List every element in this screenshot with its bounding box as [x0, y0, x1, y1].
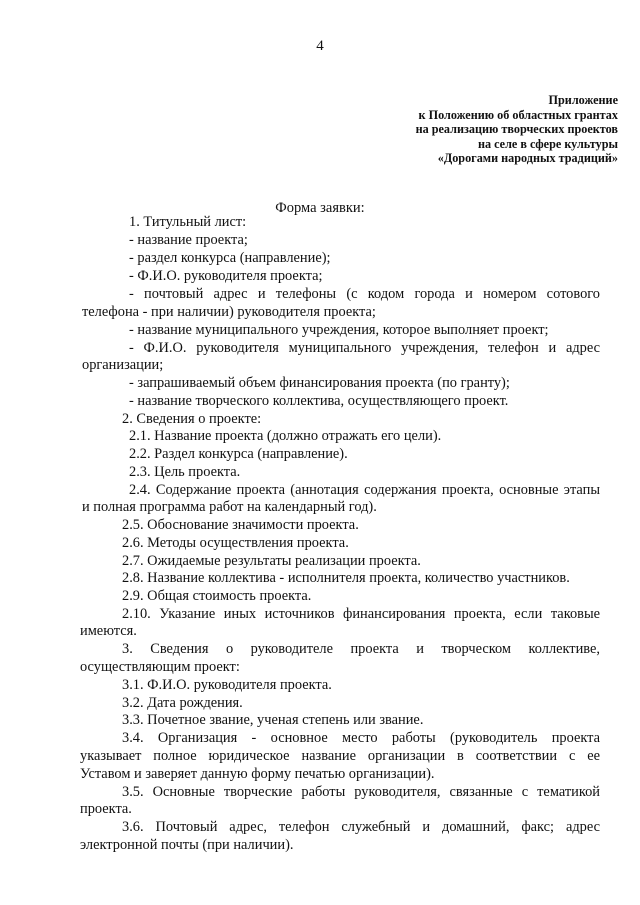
page-number: 4: [316, 38, 324, 54]
appendix-line: на селе в сфере культуры: [477, 136, 618, 151]
form-line: 3.2. Дата рождения.: [122, 695, 243, 711]
form-title: Форма заявки:: [275, 200, 365, 216]
form-line: 3.6. Почтовый адрес, телефон служебный и домашний, факс; адрес: [122, 819, 600, 835]
form-line: 2.5. Обоснование значимости проекта.: [122, 517, 359, 533]
form-line: - название проекта;: [129, 232, 248, 248]
form-line: 2.6. Методы осуществления проекта.: [122, 535, 349, 551]
appendix-line: на реализацию творческих проектов: [415, 122, 618, 137]
form-line: и полная программа работ на календарный год).: [82, 499, 377, 515]
form-line: - Ф.И.О. руководителя проекта;: [129, 268, 323, 284]
form-line: указывает полное юридическое название организации в соответствии с ее: [80, 748, 600, 764]
form-line: - запрашиваемый объем финансирования проекта (по гранту);: [129, 375, 510, 391]
form-line: осуществляющим проект:: [80, 659, 240, 675]
form-line: - название муниципального учреждения, которое выполняет проект;: [129, 322, 549, 338]
appendix-title: Приложение: [548, 93, 618, 107]
form-line: 3. Сведения о руководителе проекта и творческом коллективе,: [122, 641, 600, 657]
form-line: - раздел конкурса (направление);: [129, 250, 331, 266]
form-line: электронной почты (при наличии).: [80, 837, 294, 853]
appendix-line: к Положению об областных грантах: [418, 107, 618, 122]
form-line: 3.1. Ф.И.О. руководителя проекта.: [122, 677, 332, 693]
form-line: 2.2. Раздел конкурса (направление).: [129, 446, 348, 462]
form-line: 2. Сведения о проекте:: [122, 411, 262, 427]
form-line: проекта.: [80, 801, 132, 817]
form-line: - почтовый адрес и телефоны (с кодом города и номером сотового: [129, 286, 600, 302]
form-line: 2.10. Указание иных источников финансирования проекта, если таковые: [122, 606, 600, 622]
form-line: 2.4. Содержание проекта (аннотация содержания проекта, основные этапы: [129, 482, 600, 498]
form-line: 3.5. Основные творческие работы руководителя, связанные с тематикой: [122, 784, 600, 800]
form-line: - название творческого коллектива, осуществляющего проект.: [129, 393, 509, 409]
form-line: организации;: [82, 357, 164, 373]
appendix-header: [416, 93, 618, 166]
form-line: 2.7. Ожидаемые результаты реализации проекта.: [122, 553, 421, 569]
form-line: - Ф.И.О. руководителя муниципального учреждения, телефон и адрес: [129, 340, 600, 356]
form-line: 1. Титульный лист:: [129, 214, 247, 230]
form-line: 3.3. Почетное звание, ученая степень или звание.: [122, 712, 424, 728]
form-line: имеются.: [80, 623, 137, 639]
form-line: Уставом и заверяет данную форму печатью организации).: [80, 766, 435, 782]
form-line: 2.9. Общая стоимость проекта.: [122, 588, 312, 604]
form-line: телефона - при наличии) руководителя проекта;: [82, 304, 376, 320]
form-line: 2.1. Название проекта (должно отражать его цели).: [129, 428, 442, 444]
appendix-line: «Дорогами народных традиций»: [437, 151, 618, 166]
form-line: 3.4. Организация - основное место работы (руководитель проекта: [122, 730, 600, 746]
form-line: 2.3. Цель проекта.: [129, 464, 241, 480]
form-line: 2.8. Название коллектива - исполнителя проекта, количество участников.: [122, 570, 570, 586]
